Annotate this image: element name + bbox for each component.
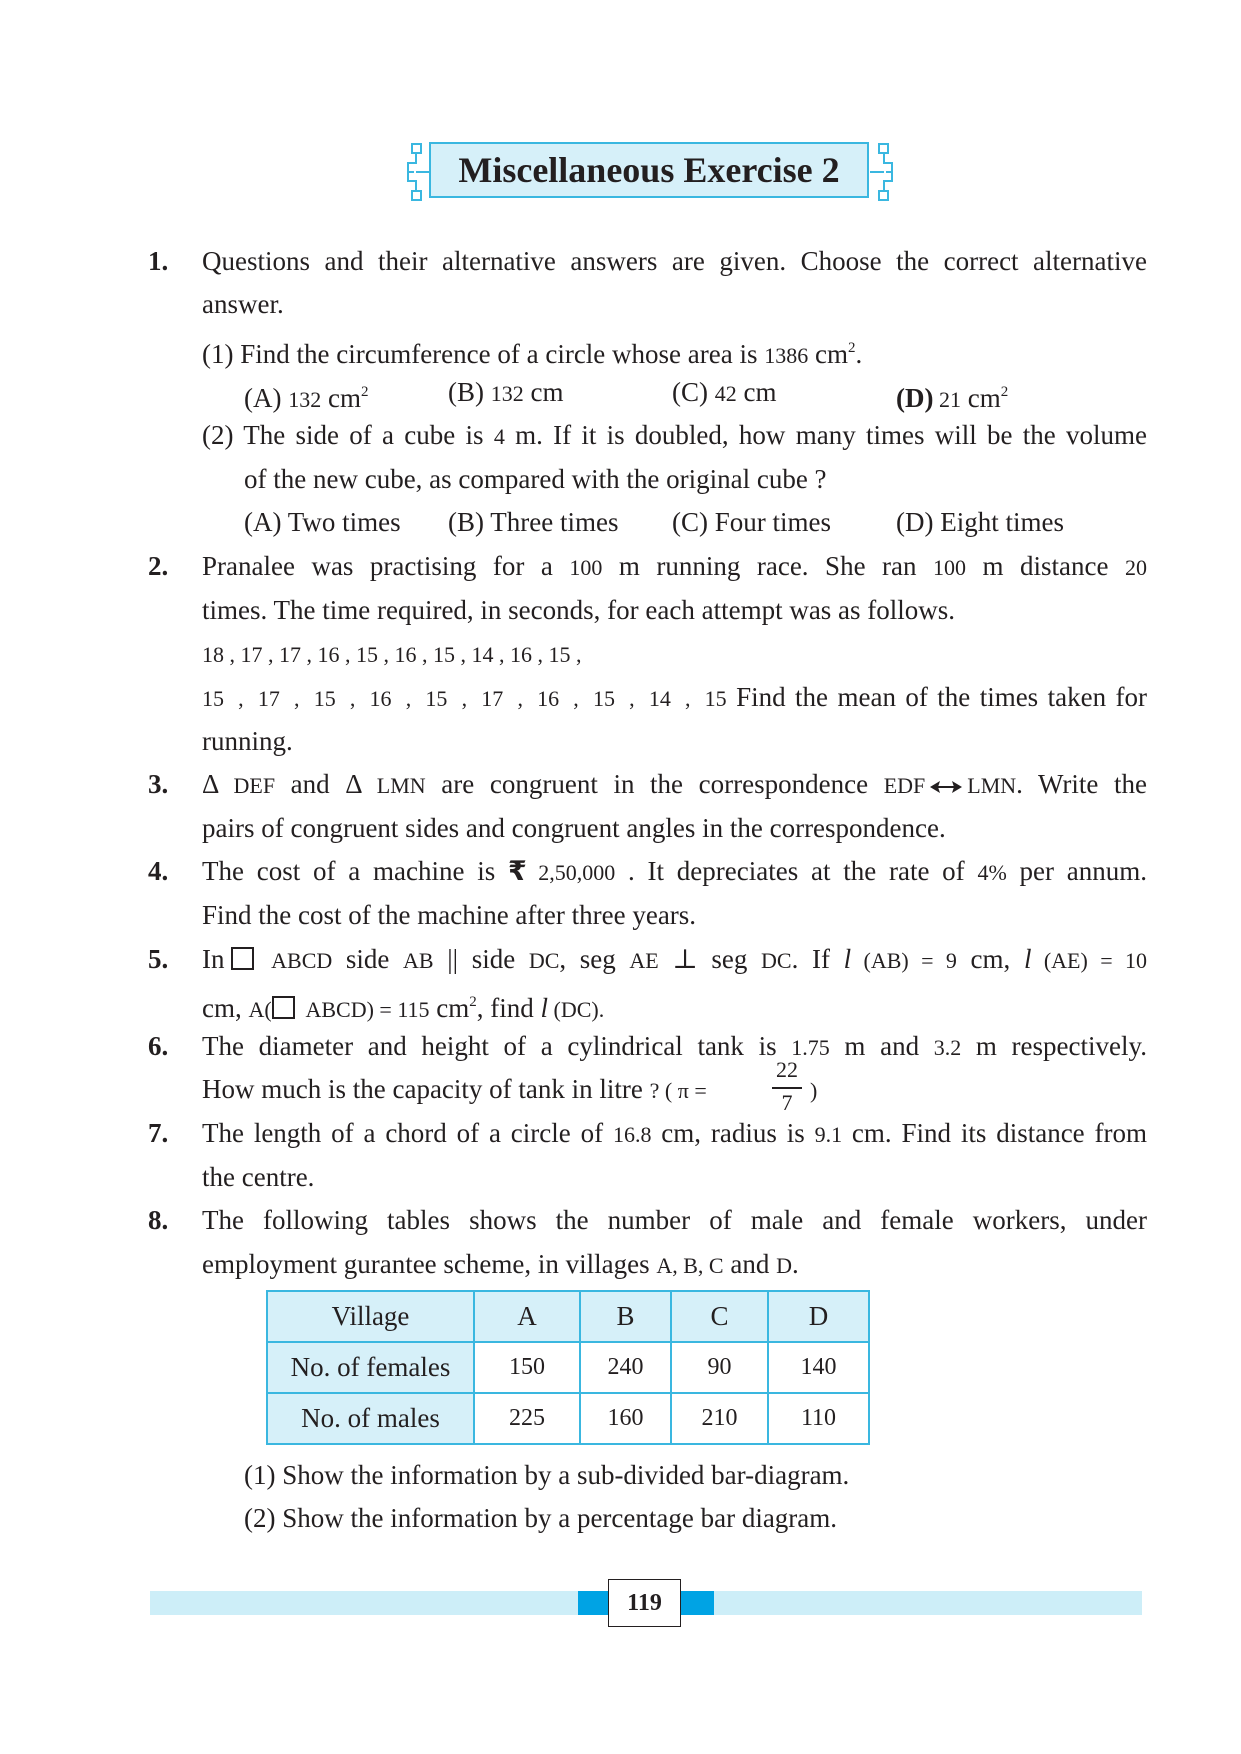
q8-villages: A, B, C <box>656 1253 724 1278</box>
q6-line1 <box>202 1028 1147 1066</box>
q5-area-label: A( <box>248 997 272 1022</box>
q8-sub2: (2) Show the information by a percentage bar diagram. <box>244 1503 838 1533</box>
q6-text: m respectively. <box>961 1031 1147 1061</box>
question-number: 8. <box>148 1205 169 1235</box>
q5-line2 <box>202 984 604 1028</box>
q1-sub2-option-d: (D) Eight times <box>896 507 1064 537</box>
question-number: 4. <box>148 856 169 886</box>
q8-line2 <box>202 1246 799 1284</box>
q5-quad-name: ABCD <box>271 948 333 973</box>
option-label: (D) <box>896 383 934 413</box>
option-unit: cm <box>523 377 564 407</box>
rupee-icon: ₹ <box>507 856 527 887</box>
title-box <box>429 142 869 198</box>
q5-area-exp: 2 <box>469 994 477 1010</box>
q1-sub2-line2: of the new cube, as compared with the original cube ? <box>244 464 827 494</box>
q5-text: In <box>202 944 225 974</box>
q5-text: , seg <box>559 944 630 974</box>
q1-sub1-option-a <box>244 374 368 418</box>
q1-sub1-option-d <box>896 374 1008 418</box>
q6-height: 3.2 <box>933 1035 962 1060</box>
q2-line2: times. The time required, in seconds, for each attempt was as follows. <box>202 595 956 625</box>
q3-triangle-lmn: LMN <box>376 773 426 798</box>
table-header-cell: A <box>474 1291 580 1342</box>
title-block <box>404 139 896 205</box>
right-ornament-icon <box>864 139 896 205</box>
q8-text: . <box>791 1249 799 1279</box>
fraction-bar <box>772 1087 802 1089</box>
q6-pi-open: ? ( π = <box>649 1078 707 1103</box>
q8-text: and <box>723 1249 777 1279</box>
q3-text: and <box>275 769 346 799</box>
q2-attempts: 20 <box>1125 555 1147 580</box>
q4-amount: 2,50,000 <box>526 860 616 885</box>
q1-sub1-text: (1) Find the circumference of a circle whose area is <box>202 339 765 369</box>
question-number: 7. <box>148 1118 169 1148</box>
q5-side-dc: DC <box>528 948 560 973</box>
question-number: 1. <box>148 246 169 276</box>
table-header-cell: B <box>580 1291 671 1342</box>
q3-text: . Write the <box>1016 769 1148 799</box>
q1-sub2-text: (2) The side of a cube is <box>202 420 494 450</box>
q5-text: side <box>471 944 529 974</box>
q7-text: cm. Find its distance from <box>842 1118 1147 1148</box>
option-label: (A) <box>244 383 289 413</box>
q2-text: Pranalee was practising for a <box>202 551 570 581</box>
q1-sub2-option-c: (C) Four times <box>672 507 831 537</box>
q7-line1 <box>202 1115 1147 1153</box>
q1-sub2-side: 4 <box>493 424 505 449</box>
q4-text: . It depreciates at the rate of <box>615 856 978 886</box>
q8-text: employment gurantee scheme, in villages <box>202 1249 657 1279</box>
length-symbol: l <box>540 993 549 1023</box>
q5-line1 <box>202 941 1147 979</box>
q3-correspondence-edf: EDF <box>883 773 926 798</box>
q3-text: are congruent in the correspondence <box>425 769 884 799</box>
q5-text: side <box>332 944 404 974</box>
question-number: 5. <box>148 944 169 974</box>
q4-text: The cost of a machine is <box>202 856 508 886</box>
q3-triangle-def: DEF <box>233 773 276 798</box>
q5-area-value: ABCD) = 115 <box>305 997 430 1022</box>
q5-text: , find <box>476 993 541 1023</box>
q2-text: m distance <box>966 551 1125 581</box>
table-row-label: No. of males <box>267 1393 474 1444</box>
q4-text: per annum. <box>1006 856 1147 886</box>
table-cell: 90 <box>671 1342 768 1393</box>
option-unit: cm <box>960 383 1001 413</box>
q8-text: The following tables shows the number of male and female workers, under <box>202 1205 1147 1235</box>
quadrilateral-icon <box>272 996 295 1019</box>
q5-ae-length: (AE) = 10 <box>1031 948 1147 973</box>
q6-text: The diameter and height of a cylindrical tank is <box>202 1031 792 1061</box>
table-row-label: No. of females <box>267 1342 474 1393</box>
q6-pi-close-text: ) <box>810 1078 818 1103</box>
q1-sub1-area: 1386 <box>764 343 809 368</box>
q1-intro-text: Questions and their alternative answers are given. Choose the correct alternative <box>202 246 1147 276</box>
table-cell: 210 <box>671 1393 768 1444</box>
option-exp: 2 <box>1000 384 1009 400</box>
q3-line1 <box>202 766 1147 804</box>
table-cell: 225 <box>474 1393 580 1444</box>
table-header-cell: C <box>671 1291 768 1342</box>
q6-text: m and <box>829 1031 934 1061</box>
triangle-symbol: Δ <box>202 769 234 799</box>
q5-dc-length: (DC). <box>548 997 605 1022</box>
q1-sub2-option-b: (B) Three times <box>448 507 619 537</box>
option-value: 132 <box>288 387 322 412</box>
q7-radius: 9.1 <box>814 1122 843 1147</box>
q2-data: 18 , 17 , 17 , 16 , 15 , 16 , 15 , 14 , 16 , 15 , <box>202 642 582 667</box>
table-cell: 110 <box>768 1393 869 1444</box>
q6-line2 <box>202 1071 707 1109</box>
option-exp: 2 <box>360 384 369 400</box>
page-number: 119 <box>608 1579 681 1627</box>
q4-line2: Find the cost of the machine after three years. <box>202 900 697 930</box>
q1-sub1 <box>202 330 862 374</box>
q6-diameter: 1.75 <box>791 1035 830 1060</box>
q8-sub1: (1) Show the information by a sub-divided bar-diagram. <box>244 1460 850 1490</box>
q1-sub1-end: . <box>855 339 863 369</box>
table-header-cell: D <box>768 1291 869 1342</box>
q4-line1 <box>202 853 1147 891</box>
question-number: 3. <box>148 769 169 799</box>
page-title: Miscellaneous Exercise 2 <box>458 150 840 190</box>
q2-data: 15 , 17 , 15 , 16 , 15 , 17 , 16 , 15 , 14 , 15 <box>202 686 727 711</box>
option-unit: cm <box>736 377 777 407</box>
q8-line1 <box>202 1202 1147 1238</box>
table-row <box>267 1342 869 1393</box>
fraction-denominator: 7 <box>781 1090 793 1115</box>
workers-table <box>266 1290 870 1445</box>
fraction-numerator: 22 <box>776 1057 798 1082</box>
q5-side-ab: AB <box>403 948 434 973</box>
length-symbol: l <box>1023 944 1032 974</box>
q5-seg-ae: AE <box>629 948 659 973</box>
table-row <box>267 1393 869 1444</box>
q2-text: Find the mean of the times taken for <box>726 682 1147 712</box>
q7-text: cm, radius is <box>651 1118 815 1148</box>
table-header-cell: Village <box>267 1291 474 1342</box>
parallel-symbol: || <box>433 944 472 974</box>
option-label: (C) <box>672 377 715 407</box>
table-cell: 160 <box>580 1393 671 1444</box>
q7-line2: the centre. <box>202 1162 315 1192</box>
q1-intro-line2: answer. <box>202 289 284 319</box>
question-number: 2. <box>148 551 169 581</box>
q5-text: cm, <box>956 944 1024 974</box>
q2-text: m running race. She ran <box>602 551 934 581</box>
quadrilateral-icon <box>231 947 254 970</box>
option-value: 132 <box>490 381 524 406</box>
q1-sub2 <box>202 417 1147 455</box>
q2-line1 <box>202 548 1147 586</box>
q5-seg-dc: DC <box>761 948 792 973</box>
triangle-symbol: Δ <box>345 769 377 799</box>
q3-line2: pairs of congruent sides and congruent angles in the correspondence. <box>202 813 946 843</box>
q5-area-unit: cm <box>429 993 470 1023</box>
q1-sub1-option-b <box>448 374 564 412</box>
perpendicular-symbol: ⊥ <box>658 944 712 974</box>
q5-text: cm, <box>202 993 249 1023</box>
table-cell: 240 <box>580 1342 671 1393</box>
q6-text: How much is the capacity of tank in litre <box>202 1074 650 1104</box>
q4-rate: 4% <box>977 860 1007 885</box>
q8-village-d: D <box>776 1253 792 1278</box>
option-unit: cm <box>321 383 361 413</box>
question-number: 6. <box>148 1031 169 1061</box>
q1-sub1-unit: cm <box>808 339 848 369</box>
q1-sub2-option-a: (A) Two times <box>244 507 401 537</box>
q5-text: seg <box>711 944 762 974</box>
q6-pi-close <box>810 1071 817 1109</box>
q1-sub2-text-end: m. If it is doubled, how many times will be the volume <box>504 420 1148 450</box>
q2-line4: running. <box>202 726 293 756</box>
double-arrow-icon <box>929 780 963 794</box>
option-value: 42 <box>714 381 737 406</box>
q3-correspondence-lmn: LMN <box>967 773 1017 798</box>
q1-intro-line1 <box>202 243 1147 279</box>
q1-sub1-exp: 2 <box>847 340 856 356</box>
q2-race-distance: 100 <box>569 555 603 580</box>
table-cell: 150 <box>474 1342 580 1393</box>
q7-text: The length of a chord of a circle of <box>202 1118 613 1148</box>
table-cell: 140 <box>768 1342 869 1393</box>
q2-data-line2 <box>202 679 1147 717</box>
option-value: 21 <box>933 387 961 412</box>
q5-ab-length: (AB) = 9 <box>851 948 957 973</box>
q5-text: . If <box>791 944 844 974</box>
q2-data-line1 <box>202 635 582 673</box>
table-header-row <box>267 1291 869 1342</box>
q7-chord: 16.8 <box>612 1122 652 1147</box>
option-label: (B) <box>448 377 491 407</box>
q2-run-distance: 100 <box>933 555 967 580</box>
q1-sub1-option-c <box>672 374 777 412</box>
length-symbol: l <box>843 944 852 974</box>
